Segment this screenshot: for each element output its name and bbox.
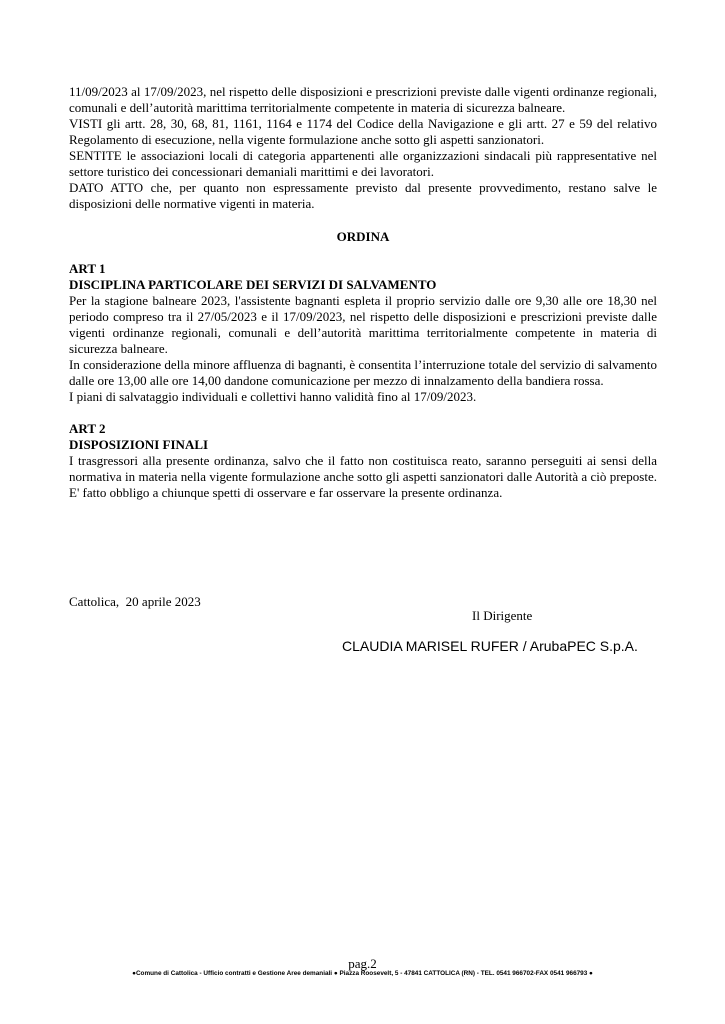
article-2 — [69, 421, 657, 501]
article-2-number: ART 2 — [69, 421, 106, 436]
article-1-title: DISCIPLINA PARTICOLARE DEI SERVIZI DI SALVAMENTO — [69, 277, 437, 292]
article-1-paragraph-interruption: In considerazione della minore affluenza di bagnanti, è consentita l’interruzione totale del servizio di salvamento dalle ore 13,00 alle ore 14,00 dandone comunicazione per mezzo di innalzamento della bandiera rossa. — [69, 357, 657, 388]
ordina-heading: ORDINA — [336, 229, 390, 244]
document-body — [69, 84, 657, 501]
article-2-title: DISPOSIZIONI FINALI — [69, 437, 209, 452]
digital-signature: CLAUDIA MARISEL RUFER / ArubaPEC S.p.A. — [342, 638, 638, 654]
intro-paragraph-dato-atto: DATO ATTO che, per quanto non espressamente previsto dal presente provvedimento, restano salve le disposizioni delle normative vigenti in materia. — [69, 180, 657, 211]
intro-paragraph-dates: 11/09/2023 al 17/09/2023, nel rispetto delle disposizioni e prescrizioni previste dalle vigenti ordinanze regionali, comunali e dell’autorità marittima territorialmente competente in materia di sicurezza balneare. — [69, 84, 657, 115]
intro-paragraph-sentite: SENTITE le associazioni locali di categoria appartenenti alle organizzazioni sindacali più rappresentative nel settore turistico dei concessionari demaniali marittimi e dei lavoratori. — [69, 148, 657, 179]
article-1-paragraph-validity: I piani di salvataggio individuali e collettivi hanno validità fino al 17/09/2023. — [69, 389, 477, 404]
article-2-paragraph-final: I trasgressori alla presente ordinanza, salvo che il fatto non costituisca reato, saranno perseguiti ai sensi della normativa in materia nella vigente formulazione anche sotto gli aspetti sanzionatori dalle Autorità a ciò preposte. E' fatto obbligo a chiunque spetti di osservare e far osservare la presente ordinanza. — [69, 453, 657, 500]
footer-address: ●Comune di Cattolica - Ufficio contratti e Gestione Aree demaniali ● Piazza Roosevelt, 5 - 47841 CATTOLICA (RN) - TEL. 0541 966702-FAX 0541 966793 ● — [132, 970, 593, 977]
intro-paragraph-visti: VISTI gli artt. 28, 30, 68, 81, 1161, 1164 e 1174 del Codice della Navigazione e gli artt. 27 e 59 del relativo Regolamento di esecuzione, nella vigente formulazione anche sotto gli aspetti sanzionatori. — [69, 116, 657, 147]
section-spacer — [69, 405, 657, 421]
article-1 — [69, 261, 657, 405]
article-1-number: ART 1 — [69, 261, 106, 276]
article-1-paragraph-hours: Per la stagione balneare 2023, l'assistente bagnanti espleta il proprio servizio dalle ore 9,30 alle ore 18,30 nel periodo compreso tra il 27/05/2023 e il 17/09/2023, nel rispetto delle disposizioni e prescrizioni previste dalle vigenti ordinanze regionali, comunali e dell’autorità marittima territorialmente competente in materia di sicurezza balneare. — [69, 293, 657, 356]
place-and-date: Cattolica, 20 aprile 2023 — [69, 594, 201, 609]
page-number: pag.2 — [348, 956, 377, 971]
signatory-role: Il Dirigente — [472, 608, 533, 623]
